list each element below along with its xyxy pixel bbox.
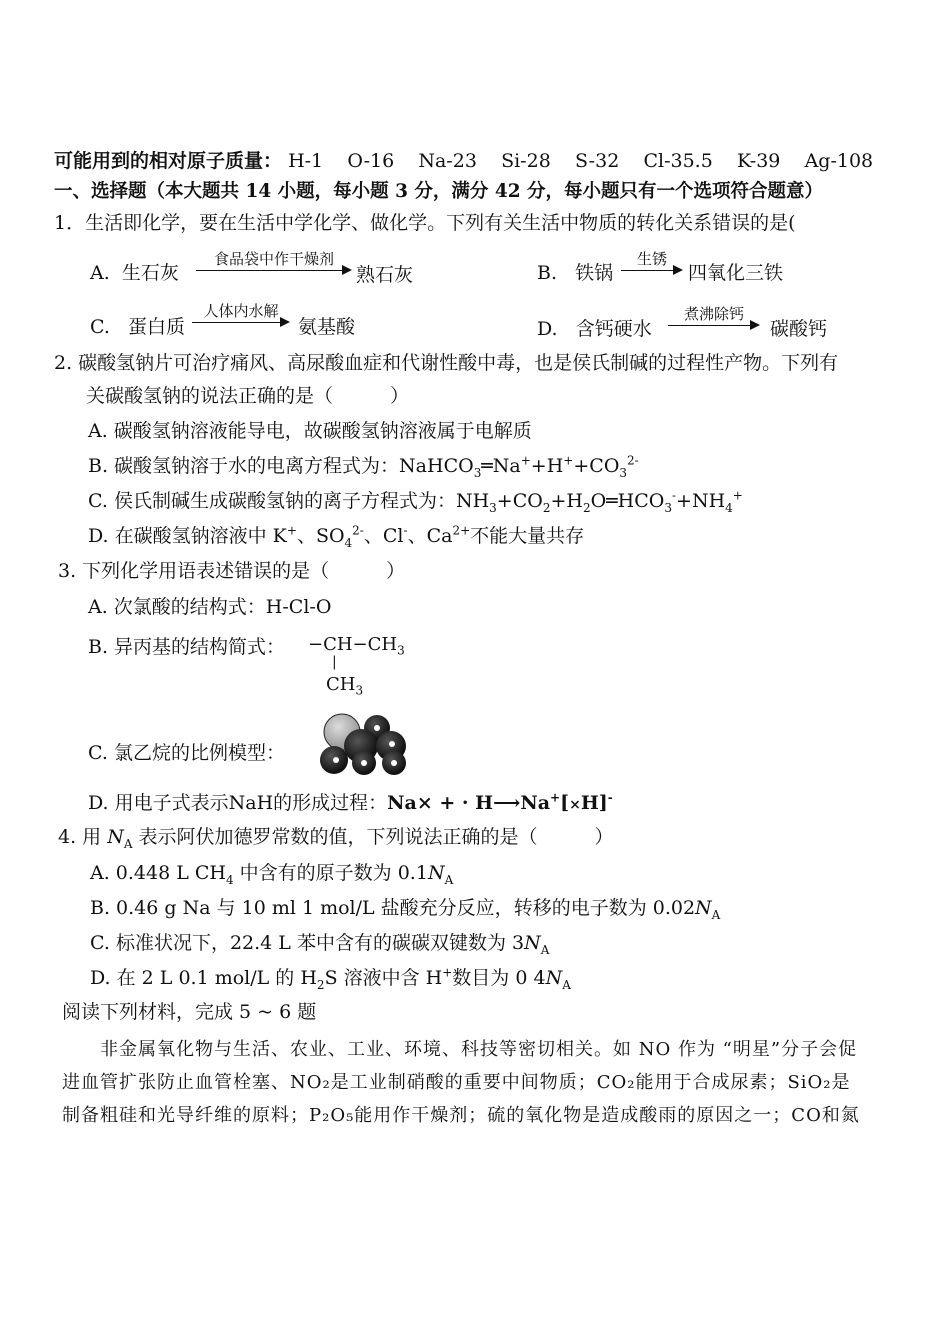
q3-stem: 3. 下列化学用语表述错误的是（ ） [58,560,406,582]
mass-h: H-1 [288,150,324,172]
na-symbol: N [524,932,541,954]
formula-sub: 3 [397,643,405,658]
reading-paragraph-line3: 制备粗硅和光导纤维的原料；P₂O₅能用作干燥剂；硫的氧化物是造成酸雨的原因之一；CO和氮 [62,1105,860,1126]
option-post: 数目为 0 4 [452,967,546,989]
option-label: B. [537,262,558,284]
formula-bond: | [332,654,337,670]
na-symbol: N [545,967,563,989]
q3-option-d: D. 用电子式表示NaH的形成过程：Na× + · H⟶Na+[×H]- [88,790,613,814]
na-sub: A [562,977,571,992]
q1-option-c [90,312,185,339]
stem-post: 表示阿伏加德罗常数的值，下列说法正确的是（ ） [132,826,614,848]
masses-label: 可能用到的相对原子质量： [54,150,283,172]
option-pre: D. 在 2 L 0.1 mol/L 的 H [90,967,317,989]
q1-d-product: 碳酸钙 [770,318,828,340]
option-text: D. 在碳酸氢钠溶液中 [88,525,267,547]
condition: 煮沸除钙 [683,305,744,323]
na-symbol: N [695,897,712,919]
q4-option-c [90,930,549,956]
na-sub: A [711,907,721,922]
mass-cl: Cl-35.5 [643,150,713,172]
q1-option-d [537,314,652,341]
na-symbol: N [107,826,124,848]
mass-si: Si-28 [501,150,551,172]
option-text: D. 用电子式表示NaH的形成过程： [88,792,388,814]
q2-option-b: B. 碳酸氢钠溶于水的电离方程式为：$NaHCO_3═Na^++H^++CO_3^{2-}$ [88,453,639,480]
condition: 生锈 [636,250,667,268]
mass-o: O-16 [347,150,395,172]
q2-option-d: D. 在碳酸氢钠溶液中 K+、$SO_4^{2-}$、Cl-、$Ca^{2+}$不能大量共存 [88,523,585,550]
q4-option-b [90,895,720,921]
option-label: C. [90,316,110,338]
atomic-masses-line [54,148,873,174]
mass-k: K-39 [736,150,781,172]
mass-ag: Ag-108 [804,150,874,172]
q2-stem-line2: 关碳酸氢钠的说法正确的是（ ） [86,385,410,407]
option-text: B. 碳酸氢钠溶于水的电离方程式为： [88,455,400,477]
option-text: C. 侯氏制碱生成碳酸氢钠的离子方程式为： [88,490,456,512]
reading-paragraph-line2: 进血管扩张防止血管栓塞、NO₂是工业制硝酸的重要中间物质；CO₂能用于合成尿素；SiO₂是 [62,1072,851,1093]
isopropyl-methyl [326,674,364,698]
q1-a-product: 熟石灰 [356,264,414,286]
na-sub: A [123,836,133,851]
option-pre: A. 0.448 L CH [90,862,226,884]
q1-option-b [537,258,613,285]
formula-bottom: CH [326,674,356,695]
condition: 食品袋中作干燥剂 [213,250,334,268]
q1-option-a [90,258,179,285]
option-text: C. 标准状况下，22.4 L 苯中含有的碳碳双键数为 3 [90,932,525,954]
q4-stem [58,824,614,850]
q4-option-d: D. 在 2 L 0.1 mol/L 的 $H_2S$ 溶液中含 H+数目为 0 $4N_A$ [90,965,571,992]
q3-option-b: B. 异丙基的结构简式： [88,636,286,658]
option-mid: S 溶液中含 H [324,967,443,989]
na-symbol: N [427,862,445,884]
reactant: 铁锅 [575,262,614,284]
stem-pre: 4. 用 [58,826,108,848]
q3-option-c: C. 氯乙烷的比例模型： [88,742,285,764]
na-sub: A [540,942,550,957]
na-sub: A [444,872,454,887]
formula-sub: 3 [355,683,364,698]
reactant: 含钙硬水 [575,318,652,340]
isopropyl-formula [308,634,405,658]
option-tail: 不能大量共存 [470,525,585,547]
section-heading: 一、选择题（本大题共 14 小题，每小题 3 分，满分 42 分，每小题只有一个选项符合题意） [54,181,824,202]
q4-option-a: A. 0.448 L $CH_4$ 中含有的原子数为 $0.1N_A$ [90,862,454,887]
reading-paragraph-line1: 非金属氧化物与生活、农业、工业、环境、科技等密切相关。如 NO 作为 “明星”分子会促 [100,1039,858,1060]
q1-stem: 1．生活即化学，要在生活中学化学、做化学。下列有关生活中物质的转化关系错误的是( [54,212,796,234]
reactant: 生石灰 [121,262,179,284]
reading-title: 阅读下列材料，完成 5 ~ 6 题 [62,1001,317,1023]
reactant: 蛋白质 [128,316,186,338]
q3-option-a: A. 次氯酸的结构式：H-Cl-O [88,596,332,618]
q2-option-c: C. 侯氏制碱生成碳酸氢钠的离子方程式为：$NH_3+CO_2+H_2O═HCO_3^-+NH_4^+$ [88,488,743,515]
q1-c-product: 氨基酸 [298,316,356,338]
option-label: D. [537,318,558,340]
mass-na: Na-23 [418,150,477,172]
q1-b-product: 四氧化三铁 [688,262,784,284]
q2-option-a: A. 碳酸氢钠溶液能导电，故碳酸氢钠溶液属于电解质 [88,420,532,442]
option-post: 中含有的原子数为 0.1 [233,862,428,884]
mass-s: S-32 [574,150,620,172]
option-label: A. [90,262,110,284]
q2-stem-line1: 2. 碳酸氢钠片可治疗痛风、高尿酸血症和代谢性酸中毒，也是侯氏制碱的过程性产物。下列有 [54,352,839,374]
option-text: B. 0.46 g Na 与 10 ml 1 mol/L 盐酸充分反应，转移的电子数为 0.02 [90,897,696,919]
condition: 人体内水解 [203,302,279,320]
chloroethane-space-filling-model [314,708,410,778]
formula-top: −CH−CH [308,634,398,655]
